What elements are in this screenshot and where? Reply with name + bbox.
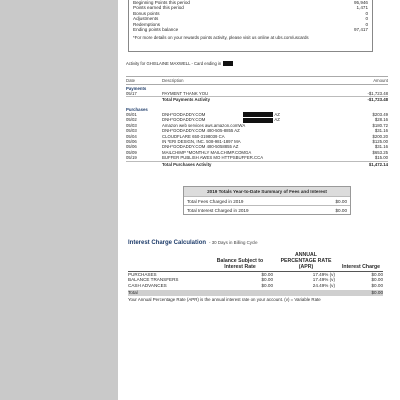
interest-charge: $0.00: [371, 282, 383, 288]
txn-date: 05/06: [126, 139, 137, 145]
txn-description: IN *ERI DESIGN, INC. 508-981-1897 MA: [162, 139, 241, 145]
rewards-label: Redemptions: [133, 21, 161, 27]
ytd-label: Total Interest Charged in 2019: [187, 207, 249, 213]
rewards-value: 97,417: [353, 27, 368, 33]
txn-description: CLOUDFLARE 650-3198039 CA: [162, 133, 225, 139]
rewards-value: 0: [365, 21, 368, 27]
apr-note: Your Annual Percentage Rate (APR) is the annual interest rate on your account. (v) = Variable Rate: [128, 296, 321, 302]
interest-charge-table: [128, 252, 383, 302]
txn-amount: $125.00: [372, 139, 388, 145]
rewards-label: Points earned this period: [133, 5, 184, 11]
txn-description: Amazon web services aws.amazon.comWA: [162, 122, 246, 128]
interest-balance: $0.00: [261, 282, 273, 288]
payments-total-value: -$1,723.48: [367, 97, 388, 103]
rewards-value: 1,471: [356, 5, 368, 11]
interest-balance: $0.00: [261, 272, 273, 277]
transactions-header: [126, 76, 388, 85]
txn-description: DNH*GODADDY.COM 480-5058855 AZ: [162, 144, 239, 150]
interest-type: PURCHASES: [128, 272, 157, 277]
interest-table-header: [128, 252, 383, 272]
header-amount: Amount: [373, 78, 388, 83]
payment-row: [126, 91, 388, 96]
interest-total-row: [128, 290, 383, 296]
left-margin-band: [0, 0, 118, 400]
ytd-value: $0.00: [335, 207, 347, 213]
txn-date: 05/02: [126, 117, 137, 123]
header-apr: ANNUAL PERCENTAGE RATE (APR): [280, 252, 332, 270]
interest-total-label: Total: [128, 290, 138, 296]
transactions-table: [126, 76, 388, 167]
purchase-row: [126, 155, 388, 160]
txn-date: 05/06: [126, 144, 137, 150]
ytd-row: [184, 205, 350, 214]
txn-state: AZ: [274, 117, 280, 123]
txn-amount: -$1,723.48: [367, 91, 388, 96]
purchases-total-row: [126, 161, 388, 168]
txn-description-cell: [162, 155, 348, 160]
txn-date: 05/03: [126, 128, 137, 134]
interest-apr: 17.49% (v): [312, 272, 335, 277]
rewards-label: Ending points balance: [133, 27, 179, 33]
txn-description: DNH*GODADDY.COM 480-505-8855 AZ: [162, 128, 240, 134]
rewards-label: Bonus points: [133, 10, 160, 16]
rewards-summary-box: [128, 0, 373, 52]
header-interest-charge: Interest Charge: [341, 264, 381, 270]
ytd-value: $0.00: [335, 198, 347, 204]
txn-date: 05/19: [126, 155, 137, 161]
purchases-total-label: Total Purchases Activity: [162, 161, 212, 167]
txn-date: 05/09: [126, 149, 137, 155]
ytd-title: 2019 Totals Year-to-Date Summary of Fees and Interest: [184, 187, 350, 196]
header-description: Description: [162, 78, 184, 83]
interest-subtitle: - 30 Days in Billing Cycle: [209, 240, 258, 245]
interest-charge: $0.00: [371, 277, 383, 283]
txn-date: 05/03: [126, 122, 137, 128]
txn-amount: $15.00: [374, 155, 388, 161]
interest-type: BALANCE TRANSFERS: [128, 277, 179, 283]
activity-for-label: [126, 61, 233, 66]
interest-apr: 17.49% (v): [312, 277, 335, 283]
rewards-value: 95,946: [353, 0, 368, 5]
txn-amount: $180.72: [372, 122, 388, 128]
txn-amount: $28.16: [374, 117, 388, 123]
ytd-label: Total Fees Charged in 2019: [187, 198, 244, 204]
purchases-section-title: Purchases: [126, 107, 148, 112]
txn-date: 05/04: [126, 133, 137, 139]
txn-date: 05/01: [126, 112, 137, 117]
payments-total-row: [126, 96, 388, 103]
header-balance: Balance Subject to Interest Rate: [216, 258, 264, 270]
ytd-row: [184, 196, 350, 205]
txn-state: AZ: [274, 112, 280, 117]
payments-section-title: Payments: [126, 86, 147, 91]
ytd-fees-interest-box: [183, 186, 351, 215]
interest-total-value: $0.00: [371, 290, 383, 296]
txn-description: BUFFER PUBLISH AWES MO HTTPSBUFFER.CCA: [162, 155, 264, 161]
interest-charge-title: [128, 240, 258, 246]
rewards-value: 0: [365, 10, 368, 16]
header-date: Date: [126, 78, 136, 83]
payments-total-label: Total Payments Activity: [162, 97, 210, 103]
rewards-value: 0: [365, 16, 368, 22]
interest-title-text: Interest Charge Calculation: [128, 240, 207, 246]
txn-amount: $31.16: [374, 144, 388, 150]
txn-amount: $200.20: [372, 133, 388, 139]
txn-amount: $203.49: [372, 112, 388, 117]
txn-description: MAILCHIMP *MONTHLY MAILCHIMP.COMGA: [162, 149, 252, 155]
txn-amount: $653.25: [372, 149, 388, 155]
txn-amount: $31.16: [374, 128, 388, 134]
statement-page: [118, 0, 400, 400]
txn-date: 05/17: [126, 91, 137, 96]
redacted-card-number: [223, 61, 233, 66]
rewards-note: *For more details on your rewards points activity, please visit us online at ubs.com/uscards: [133, 35, 309, 41]
rewards-row: [133, 27, 368, 32]
activity-for-text: Activity for GHISLAINE MAXWELL - Card ending in: [126, 61, 222, 66]
txn-description: PAYMENT THANK YOU: [162, 91, 209, 96]
interest-charge: $0.00: [371, 272, 383, 277]
purchases-total-value: $1,472.14: [368, 161, 388, 167]
rewards-label: Adjustments: [133, 16, 159, 22]
interest-type: CASH ADVANCES: [128, 282, 167, 288]
interest-row: [128, 283, 383, 288]
txn-description: DNH*GODADDY.COM: [162, 117, 206, 123]
txn-description: DNH*GODADDY.COM: [162, 112, 206, 117]
rewards-label: Beginning Points this period: [133, 0, 190, 5]
interest-balance: $0.00: [261, 277, 273, 283]
interest-apr: 24.49% (v): [312, 282, 335, 288]
